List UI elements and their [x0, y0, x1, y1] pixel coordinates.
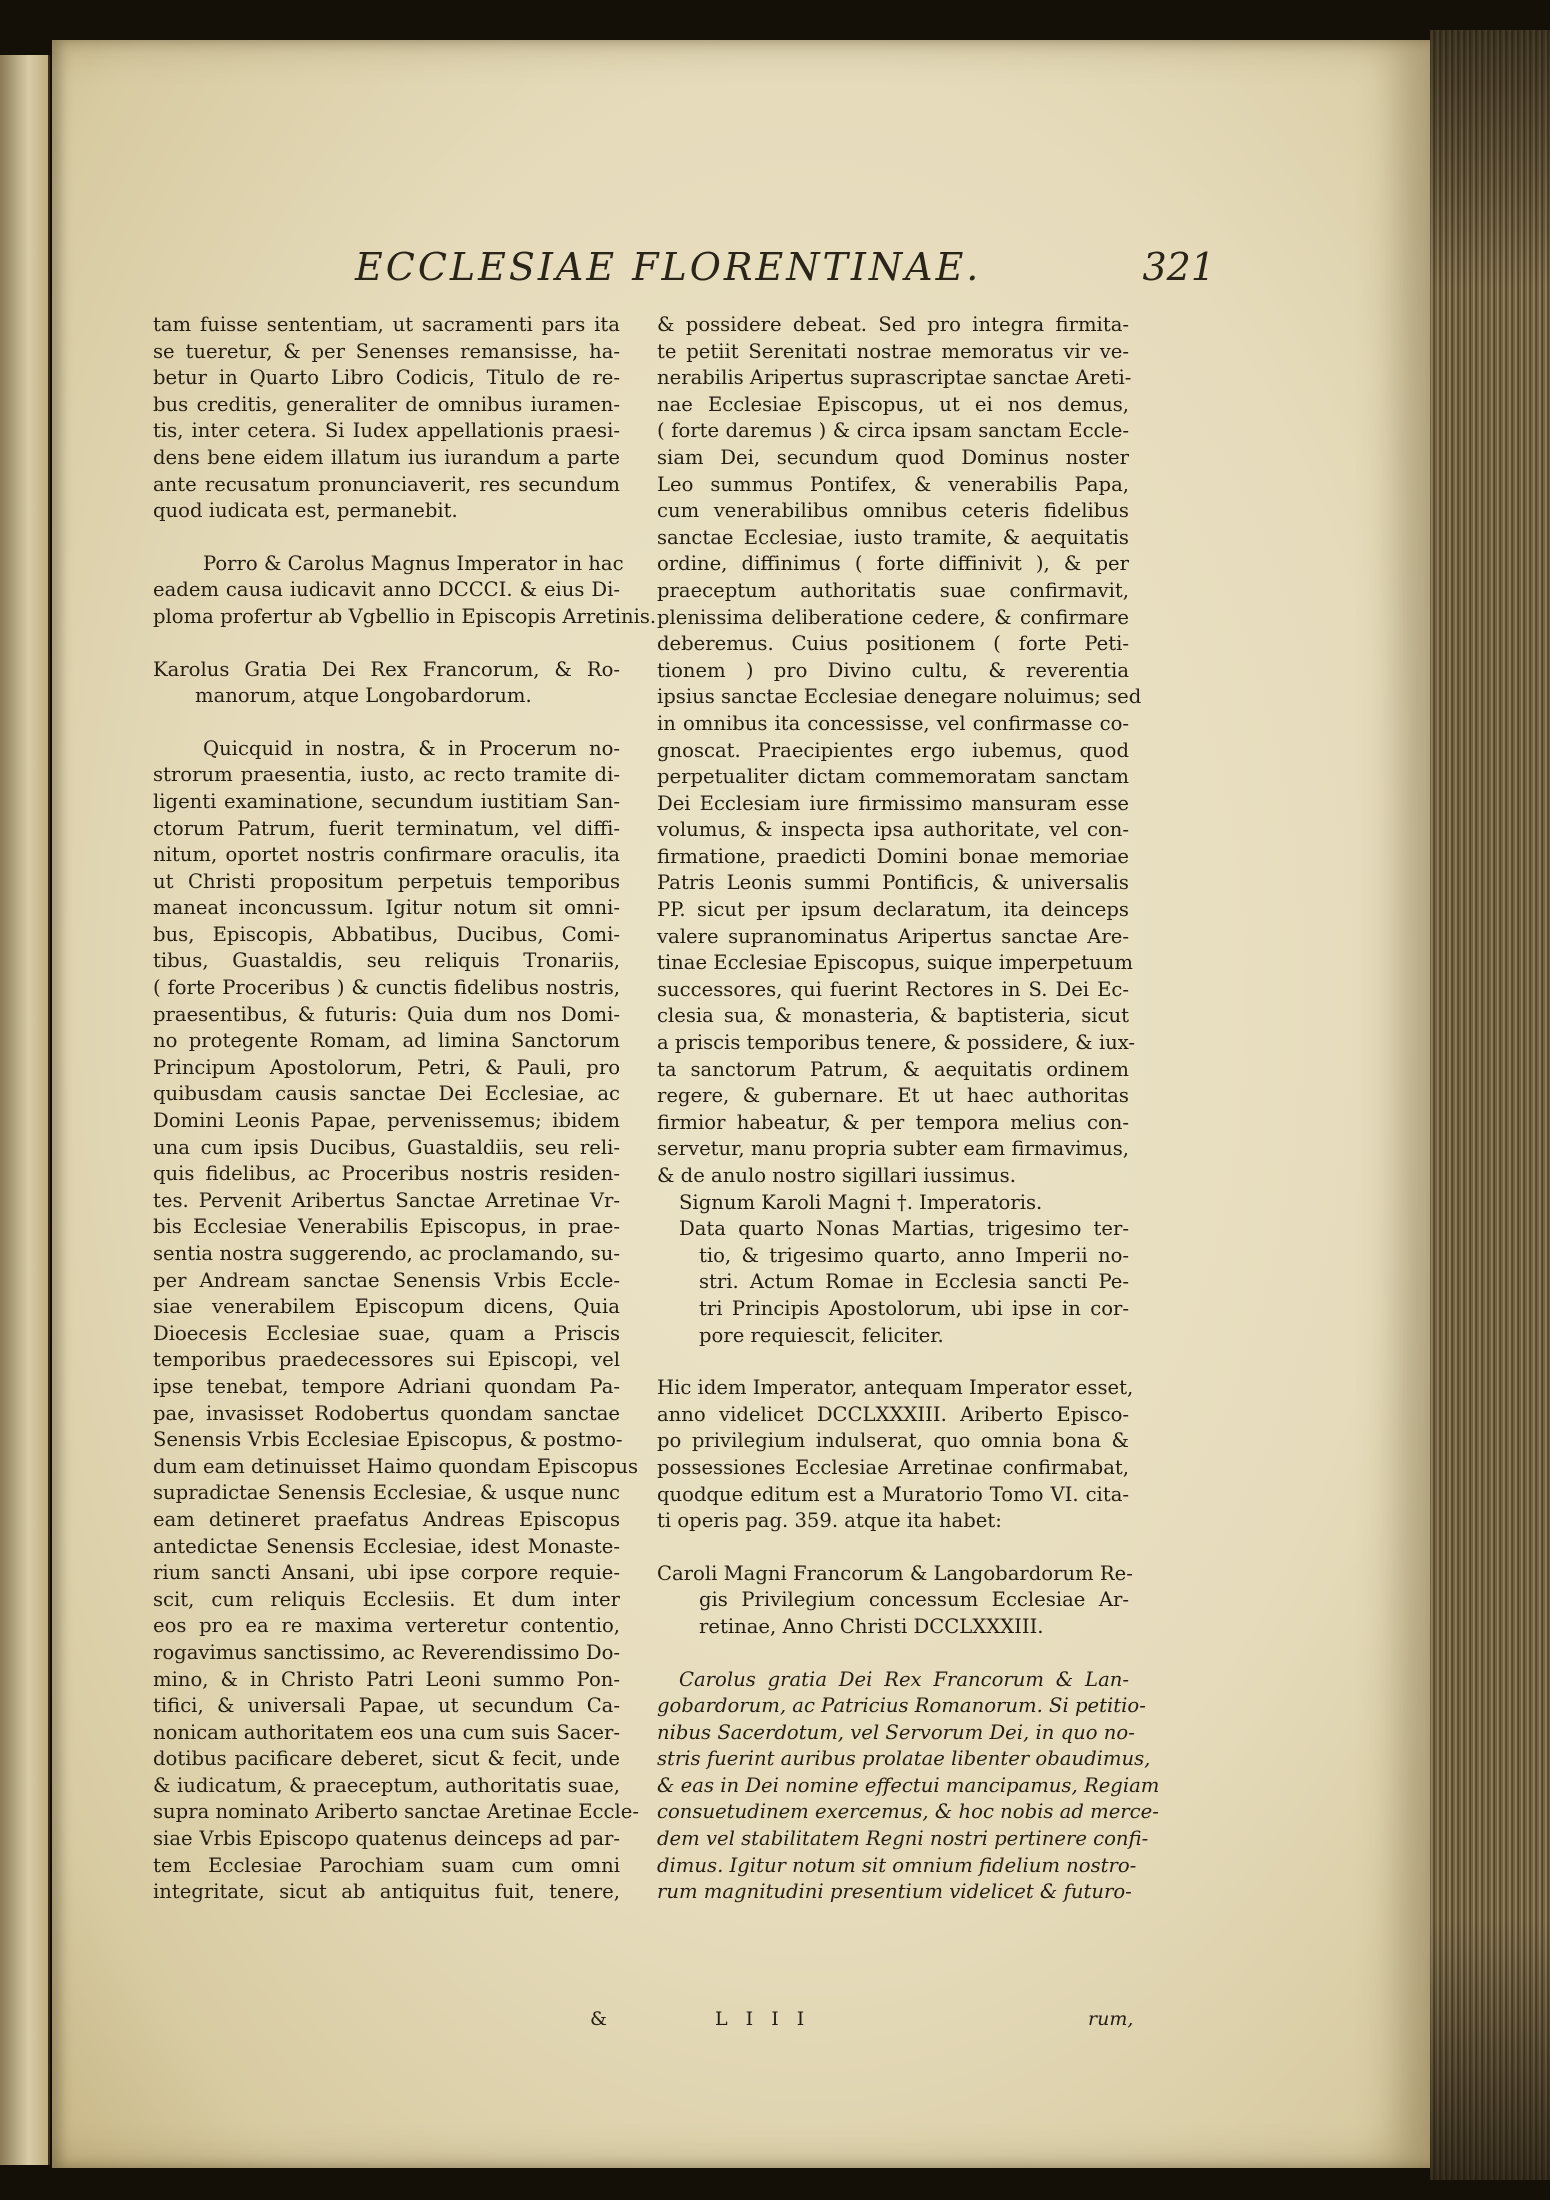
text-line: praesentibus, & futuris: Quia dum nos Domi- — [153, 1002, 620, 1026]
text-line: rogavimus sanctissimo, ac Reverendissimo Do- — [153, 1640, 620, 1664]
text-line: quis fidelibus, ac Proceribus nostris residen- — [153, 1162, 620, 1186]
text-line: gobardorum, ac Patricius Romanorum. Si petitio- — [657, 1694, 1146, 1718]
text-line: PP. sicut per ipsum declaratum, ita deinceps — [657, 898, 1129, 922]
text-line: quod iudicata est, permanebit. — [153, 499, 458, 523]
text-line: dem vel stabilitatem Regni nostri pertinere confi- — [657, 1827, 1149, 1851]
text-line: una cum ipsis Ducibus, Guastaldiis, seu reli- — [153, 1135, 620, 1159]
text-line: deberemus. Cuius positionem ( forte Peti- — [657, 632, 1129, 656]
text-line: Caroli Magni Francorum & Langobardorum Re- — [657, 1561, 1133, 1585]
left-paragraph-2 — [153, 551, 657, 631]
text-line: nitum, oportet nostris confirmare oraculis, ita — [153, 843, 620, 867]
text-line: scit, cum reliquis Ecclesiis. Et dum inter — [153, 1587, 620, 1611]
text-line: maneat inconcussum. Igitur notum sit omni- — [153, 896, 620, 920]
text-line: pae, invasisset Rodobertus quondam sanctae — [153, 1401, 620, 1425]
text-line: eam detineret praefatus Andreas Episcopus — [153, 1507, 620, 1531]
text-line: Principum Apostolorum, Petri, & Pauli, pro — [153, 1055, 620, 1079]
left-paragraph-charter — [153, 736, 639, 1906]
text-line: nonicam authoritatem eos una cum suis Sacer- — [153, 1720, 620, 1744]
signum-line — [657, 1190, 1129, 1217]
text-line: ordine, diffinimus ( forte diffinivit ), & per — [657, 552, 1129, 576]
text-line: gnoscat. Praecipientes ergo iubemus, quod — [657, 738, 1129, 762]
text-line: betur in Quarto Libro Codicis, Titulo de re- — [153, 366, 620, 390]
text-line: Carolus gratia Dei Rex Francorum & Lan- — [679, 1667, 1129, 1691]
text-line: consuetudinem exercemus, & hoc nobis ad merce- — [657, 1800, 1159, 1824]
left-column — [153, 312, 657, 1906]
text-line: gis Privilegium concessum Ecclesiae Ar- — [699, 1588, 1129, 1612]
text-line: Senensis Vrbis Ecclesiae Episcopus, & postmo- — [153, 1428, 623, 1452]
text-line: quodque editum est a Muratorio Tomo VI. cita- — [657, 1482, 1129, 1506]
text-line: & eas in Dei nomine effectui mancipamus, Regiam — [657, 1773, 1160, 1797]
text-line: ta sanctorum Patrum, & aequitatis ordinem — [657, 1057, 1129, 1081]
data-actum — [657, 1216, 1129, 1349]
text-line: firmatione, praedicti Domini bonae memoriae — [657, 844, 1129, 868]
privilegium-heading — [657, 1561, 1133, 1641]
text-line: firmior habeatur, & per tempora melius con- — [657, 1110, 1129, 1134]
text-line: strorum praesentia, iusto, ac recto tramite di- — [153, 763, 620, 787]
text-line: tinae Ecclesiae Episcopus, suique imperpetuum — [657, 951, 1133, 975]
text-line: dotibus pacificare deberet, sicut & fecit, unde — [153, 1747, 620, 1771]
text-line: anno videlicet DCCLXXXIII. Ariberto Episco- — [657, 1402, 1129, 1426]
privilegium-text — [657, 1667, 1160, 1906]
text-line: Domini Leonis Papae, pervenissemus; ibidem — [153, 1109, 620, 1133]
text-line: pore requiescit, feliciter. — [699, 1323, 944, 1347]
text-line: bus, Episcopis, Abbatibus, Ducibus, Comi- — [153, 922, 620, 946]
text-line: quibusdam causis sanctae Dei Ecclesiae, ac — [153, 1082, 620, 1106]
text-line: in omnibus ita concessisse, vel confirmasse co- — [657, 711, 1129, 735]
text-line: servetur, manu propria subter eam firmavimus, — [657, 1137, 1129, 1161]
text-line: ut Christi propositum perpetuis temporibus — [153, 869, 620, 893]
text-line: tam fuisse sententiam, ut sacramenti pars ita — [153, 313, 620, 336]
text-line: se tueretur, & per Senenses remansisse, ha- — [153, 339, 620, 363]
right-paragraph-2 — [657, 1375, 1134, 1535]
catch-word-left: & — [590, 2008, 607, 2030]
text-line: manorum, atque Longobardorum. — [195, 684, 532, 708]
text-line: stri. Actum Romae in Ecclesia sancti Pe- — [699, 1270, 1129, 1294]
text-line: praeceptum authoritatis suae confirmavit, — [657, 578, 1129, 602]
text-line: Data quarto Nonas Martias, trigesimo ter- — [679, 1217, 1129, 1241]
left-paragraph-1 — [153, 312, 620, 525]
text-line: dimus. Igitur notum sit omnium fidelium nostro- — [657, 1853, 1137, 1877]
text-line: tes. Pervenit Aribertus Sanctae Arretinae Vr- — [153, 1188, 620, 1212]
text-line: sentia nostra suggerendo, ac proclamando, su- — [153, 1242, 620, 1265]
text-line: nibus Sacerdotum, vel Servorum Dei, in quo no- — [657, 1720, 1135, 1744]
text-line: ploma profertur ab Vgbellio in Episcopis Arretinis. — [153, 604, 657, 628]
page-stack-edge — [1430, 30, 1550, 2180]
signature-mark: L I I I — [715, 2008, 811, 2030]
text-line: supra nominato Ariberto sanctae Aretinae Eccle- — [153, 1800, 639, 1824]
text-line: tibus, Guastaldis, seu reliquis Tronariis, — [153, 949, 620, 973]
text-line: eadem causa iudicavit anno DCCCI. & eius Di- — [153, 578, 620, 602]
text-line: stris fuerint auribus prolatae libenter obaudimus, — [657, 1747, 1151, 1771]
left-heading-karolus — [153, 657, 620, 710]
text-line: ante recusatum pronunciaverit, res secundum — [153, 472, 620, 496]
text-line: ligenti examinatione, secundum iustitiam San- — [153, 789, 620, 813]
text-line: no protegente Romam, ad limina Sanctorum — [153, 1029, 620, 1053]
text-line: ( forte daremus ) & circa ipsam sanctam Eccle- — [657, 419, 1129, 443]
running-title: ECCLESIAE FLORENTINAE. — [355, 245, 982, 289]
catch-word-right: rum, — [1088, 2008, 1134, 2030]
text-line: ti operis pag. 359. atque ita habet: — [657, 1509, 1002, 1533]
text-line: & possidere debeat. Sed pro integra firmita- — [657, 313, 1129, 336]
text-line: Quicquid in nostra, & in Procerum no- — [203, 736, 620, 760]
text-line: regere, & gubernare. Et ut haec authoritas — [657, 1084, 1129, 1108]
text-line: valere supranominatus Aripertus sanctae Are- — [657, 924, 1129, 948]
text-line: integritate, sicut ab antiquitus fuit, tenere, — [153, 1880, 620, 1904]
text-line: Karolus Gratia Dei Rex Francorum, & Ro- — [153, 657, 620, 681]
text-line: tem Ecclesiae Parochiam suam cum omni — [153, 1853, 620, 1877]
text-line: & iudicatum, & praeceptum, authoritatis suae, — [153, 1773, 620, 1797]
text-line: eos pro ea re maxima verteretur contentio, — [153, 1614, 620, 1638]
text-line: te petiit Serenitati nostrae memoratus vir ve- — [657, 339, 1129, 363]
text-line: plenissima deliberatione cedere, & confirmare — [657, 605, 1129, 629]
text-line: cum venerabilibus omnibus ceteris fidelibus — [657, 499, 1129, 523]
text-line: rum magnitudini presentium videlicet & futuro- — [657, 1880, 1132, 1904]
text-line: tri Principis Apostolorum, ubi ipse in cor- — [699, 1296, 1129, 1320]
text-line: Signum Karoli Magni †. Imperatoris. — [679, 1190, 1043, 1214]
text-line: tis, inter cetera. Si Iudex appellationis praesi- — [153, 419, 620, 443]
text-line: temporibus praedecessores sui Episcopi, vel — [153, 1348, 620, 1372]
text-line: nerabilis Aripertus suprascriptae sanctae Areti- — [657, 366, 1132, 390]
text-line: siam Dei, secundum quod Dominus noster — [657, 445, 1129, 469]
text-line: antedictae Senensis Ecclesiae, idest Monaste- — [153, 1534, 620, 1558]
text-line: Dei Ecclesiam iure firmissimo mansuram esse — [657, 791, 1129, 815]
text-line: sanctae Ecclesiae, iusto tramite, & aequitatis — [657, 525, 1129, 549]
text-line: dum eam detinuisset Haimo quondam Episcopus — [153, 1454, 639, 1478]
text-line: Hic idem Imperator, antequam Imperator esset, — [657, 1376, 1134, 1400]
text-line: ipse tenebat, tempore Adriani quondam Pa- — [153, 1374, 620, 1398]
text-line: perpetualiter dictam commemoratam sanctam — [657, 765, 1129, 789]
text-line: Patris Leonis summi Pontificis, & universalis — [657, 871, 1129, 895]
text-line: Dioecesis Ecclesiae suae, quam a Priscis — [153, 1321, 620, 1345]
text-line: ctorum Patrum, fuerit terminatum, vel diffi- — [153, 816, 620, 840]
text-line: po privilegium indulserat, quo omnia bona & — [657, 1429, 1129, 1453]
text-line: possessiones Ecclesiae Arretinae confirmabat, — [657, 1455, 1129, 1479]
text-line: supradictae Senensis Ecclesiae, & usque nunc — [153, 1481, 620, 1505]
text-line: volumus, & inspecta ipsa authoritate, vel con- — [657, 818, 1129, 842]
text-line: siae venerabilem Episcopum dicens, Quia — [153, 1295, 620, 1319]
text-line: tio, & trigesimo quarto, anno Imperii no- — [699, 1243, 1129, 1267]
text-line: dens bene eidem illatum ius iurandum a parte — [153, 445, 620, 469]
page-number: 321 — [1142, 245, 1215, 289]
text-line: tionem ) pro Divino cultu, & reverentia — [657, 658, 1129, 682]
text-line: Leo summus Pontifex, & venerabilis Papa, — [657, 472, 1129, 496]
text-line: per Andream sanctae Senensis Vrbis Eccle- — [153, 1268, 620, 1292]
text-line: Porro & Carolus Magnus Imperator in hac — [203, 551, 624, 575]
text-line: clesia sua, & monasteria, & baptisteria, sicut — [657, 1004, 1129, 1028]
right-paragraph-1 — [657, 312, 1142, 1190]
text-line: bis Ecclesiae Venerabilis Episcopus, in prae- — [153, 1215, 620, 1239]
text-line: tifici, & universali Papae, ut secundum Ca- — [153, 1694, 620, 1718]
right-column — [657, 312, 1160, 1906]
text-line: bus creditis, generaliter de omnibus iuramen- — [153, 392, 620, 416]
text-line: rium sancti Ansani, ubi ipse corpore requie- — [153, 1561, 620, 1585]
text-line: nae Ecclesiae Episcopus, ut ei nos demus, — [657, 392, 1129, 416]
text-line: ipsius sanctae Ecclesiae denegare noluimus; sed — [657, 685, 1142, 709]
text-line: ( forte Proceribus ) & cunctis fidelibus nostris, — [153, 976, 620, 1000]
text-line: successores, qui fuerint Rectores in S. Dei Ec- — [657, 977, 1129, 1001]
running-head — [355, 245, 1215, 305]
text-line: & de anulo nostro sigillari iussimus. — [657, 1164, 1016, 1187]
text-line: mino, & in Christo Patri Leoni summo Pon- — [153, 1667, 620, 1691]
text-line: a priscis temporibus tenere, & possidere, & iux- — [657, 1031, 1136, 1055]
text-line: siae Vrbis Episcopo quatenus deinceps ad par- — [153, 1827, 620, 1851]
text-line: retinae, Anno Christi DCCLXXXIII. — [699, 1614, 1044, 1638]
left-page-edge — [0, 55, 50, 2165]
